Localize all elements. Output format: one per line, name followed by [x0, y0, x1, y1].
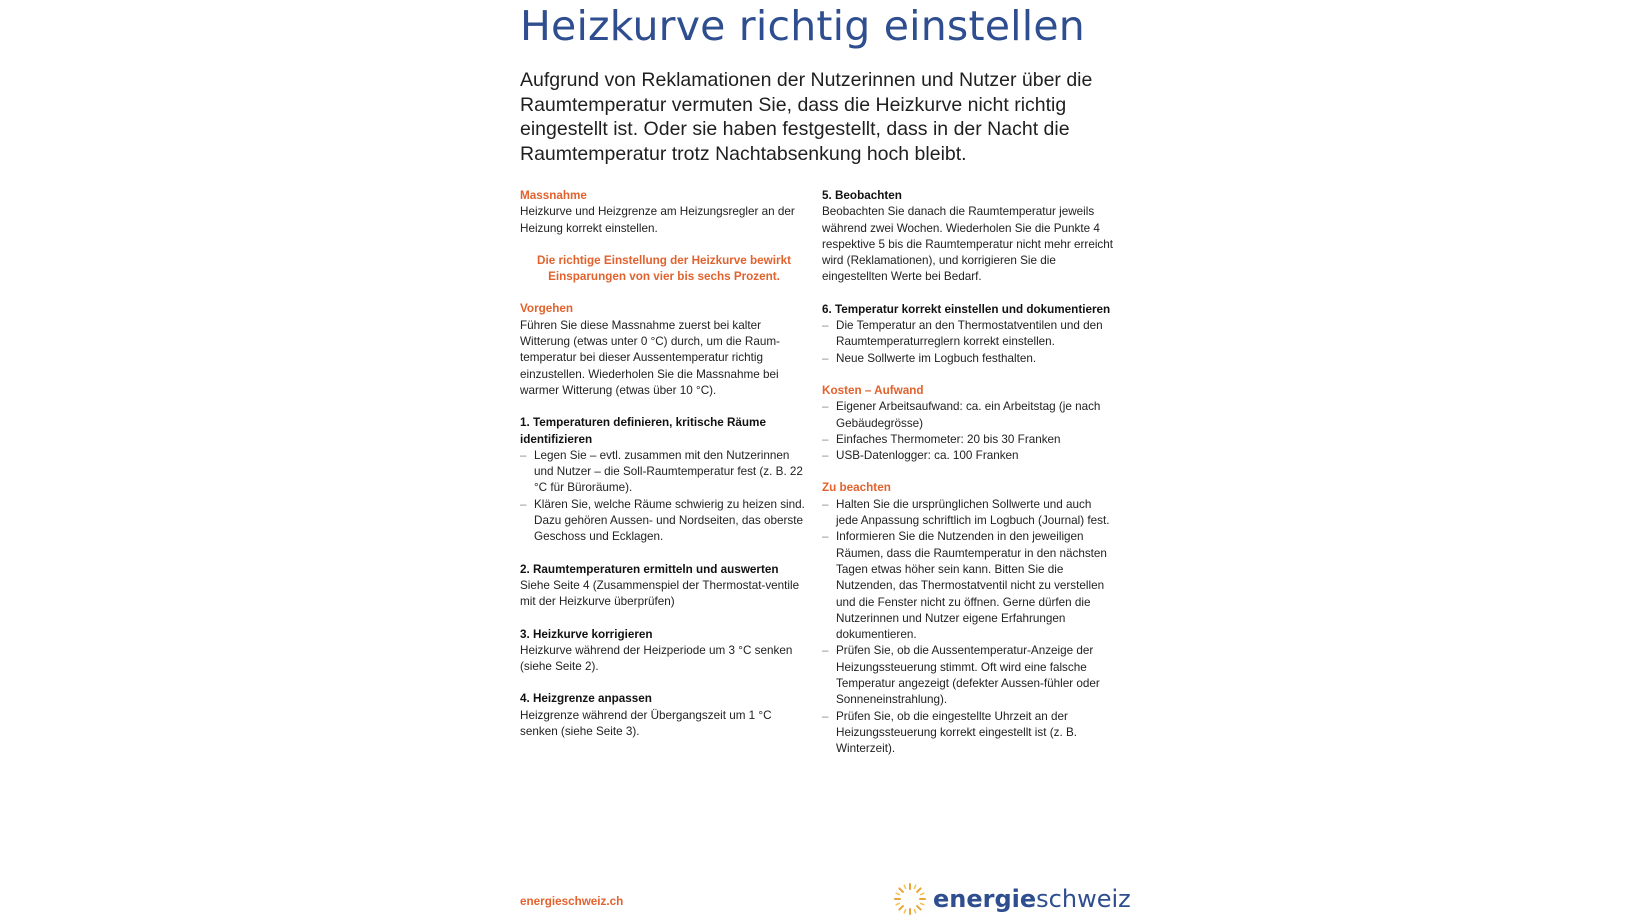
step3-text: Heizkurve während der Heizperiode um 3 °C senken (siehe Seite 2). [520, 643, 793, 674]
section-step-3 [520, 627, 808, 676]
massnahme-text: Heizkurve und Heizgrenze am Heizungsregler an der Heizung korrekt einstellen. [520, 205, 795, 235]
step4-heading: 4. Heizgrenze anpassen [520, 692, 652, 706]
section-zu-beachten [822, 480, 1114, 757]
list-item: – Die Temperatur an den Thermostatventilen und den Raumtemperaturreglern korrekt einstellen. [822, 318, 1114, 351]
intro-paragraph: Aufgrund von Reklamationen der Nutzerinnen und Nutzer über die Raumtemperatur vermuten Sie, dass die Heizkurve nicht richtig eingestellt ist. Oder sie haben festgestellt, dass in der Nacht die Raumtemperatur trotz Nachtabsenkung hoch bleibt. [520, 69, 1093, 165]
step2-text: Siehe Seite 4 (Zusammenspiel der Thermostat-ventile mit der Heizkurve überprüfen) [520, 578, 800, 609]
website-link[interactable]: energieschweiz.ch [520, 895, 624, 908]
section-step-2 [520, 562, 808, 611]
step6-heading: 6. Temperatur korrekt einstellen und dokumentieren [822, 302, 1111, 316]
right-column [822, 188, 1114, 774]
step5-text: Beobachten Sie danach die Raumtemperatur jeweils während zwei Wochen. Wiederholen Sie die Punkte 4 respektive 5 bis die Raumtemperatur nicht mehr erreicht wird (Reklamationen), und korrigieren Sie die eingestellten Werte bei Bedarf. [822, 205, 1114, 284]
page-title: Heizkurve richtig einstellen [520, 2, 1085, 50]
kosten-heading: Kosten – Aufwand [822, 383, 924, 397]
step2-heading: 2. Raumtemperaturen ermitteln und auswerten [520, 562, 779, 576]
list-item: – Neue Sollwerte im Logbuch festhalten. [822, 351, 1114, 367]
section-kosten [822, 383, 1114, 464]
vorgehen-text: Führen Sie diese Massnahme zuerst bei kalter Witterung (etwas unter 0 °C) durch, um die Raum-temperatur bei dieser Aussentemperatur richtig einzustellen. Wiederholen Sie die Massnahme bei warmer Witterung (etwas über 10 °C). [520, 318, 780, 397]
step1-heading: 1. Temperaturen definieren, kritische Räume identifizieren [520, 416, 766, 446]
section-vorgehen [520, 301, 808, 399]
list-item: – Informieren Sie die Nutzenden in den jeweiligen Räumen, dass die Raumtemperatur in den nächsten Tagen etwas höher sein kann. Bitten Sie die Nutzenden, das Thermostatventil nicht zu verstellen und die Fenster nicht zu öffnen. Gerne dürfen die Nutzerinnen und Nutzer eigene Erfahrungen dokumentieren. [822, 529, 1114, 643]
list-item: – Klären Sie, welche Räume schwierig zu heizen sind. Dazu gehören Aussen- und Nordseiten, das oberste Geschoss und Ecklagen. [520, 497, 808, 546]
beachten-heading: Zu beachten [822, 481, 891, 495]
section-step-6 [822, 302, 1114, 367]
vorgehen-heading: Vorgehen [520, 302, 574, 316]
list-item: – Prüfen Sie, ob die eingestellte Uhrzeit an der Heizungssteuerung korrekt eingestellt ist (z. B. Winterzeit). [822, 709, 1114, 758]
document-page [520, 0, 1114, 920]
step3-heading: 3. Heizkurve korrigieren [520, 627, 653, 641]
section-step-5 [822, 188, 1114, 286]
section-massnahme [520, 188, 808, 237]
logo-wordmark: energieschweiz [933, 885, 1131, 913]
sun-icon [893, 882, 927, 916]
list-item: – Eigener Arbeitsaufwand: ca. ein Arbeitstag (je nach Gebäudegrösse) [822, 399, 1114, 432]
list-item: – Halten Sie die ursprünglichen Sollwerte und auch jede Anpassung schriftlich im Logbuch (Journal) fest. [822, 497, 1114, 530]
energieschweiz-logo [893, 882, 1131, 916]
list-item: – USB-Datenlogger: ca. 100 Franken [822, 448, 1114, 464]
step6-list [822, 318, 1114, 367]
savings-highlight: Die richtige Einstellung der Heizkurve bewirkt Einsparungen von vier bis sechs Prozent. [537, 253, 791, 284]
section-step-1 [520, 415, 808, 545]
section-step-4 [520, 691, 808, 740]
step1-list [520, 448, 808, 546]
beachten-list [822, 497, 1114, 758]
kosten-list [822, 399, 1114, 464]
list-item: – Prüfen Sie, ob die Aussentemperatur-Anzeige der Heizungssteuerung stimmt. Oft wird eine falsche Temperatur angezeigt (defekter Aussen-fühler oder Sonneneinstrahlung). [822, 643, 1114, 708]
step4-text: Heizgrenze während der Übergangszeit um 1 °C senken (siehe Seite 3). [520, 708, 772, 739]
left-column [520, 188, 808, 756]
list-item: – Legen Sie – evtl. zusammen mit den Nutzerinnen und Nutzer – die Soll-Raumtemperatur fest (z. B. 22 °C für Büroräume). [520, 448, 808, 497]
step5-heading: 5. Beobachten [822, 189, 902, 202]
massnahme-heading: Massnahme [520, 189, 587, 202]
list-item: – Einfaches Thermometer: 20 bis 30 Franken [822, 432, 1114, 448]
